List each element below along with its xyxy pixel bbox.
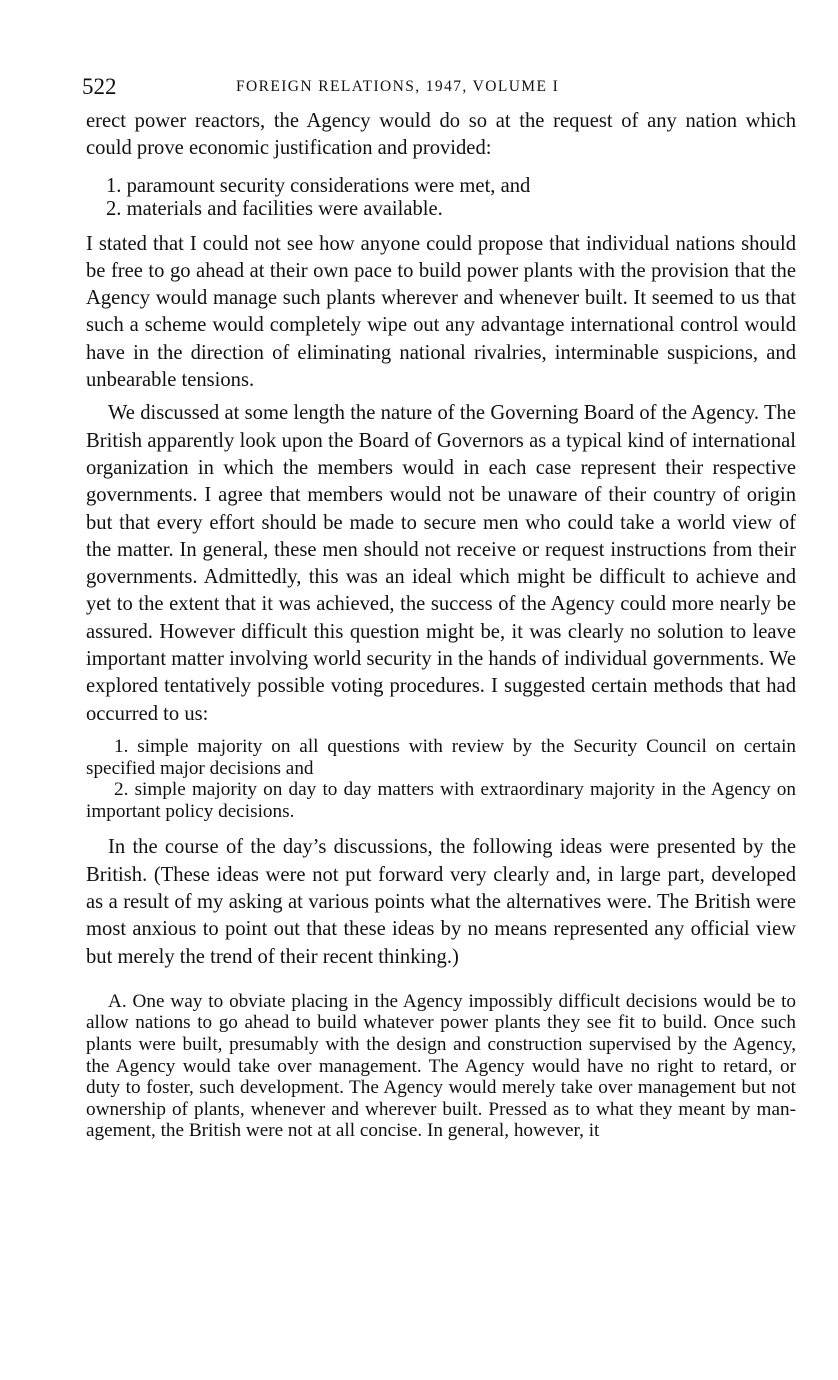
- paragraph-reactors: erect power reactors, the Agency would do so at the request of any nation which could prove economic justification and provided:: [86, 110, 796, 160]
- list-item: 1. paramount security considerations were met, and: [106, 174, 531, 197]
- provisions-list: [86, 175, 796, 221]
- paragraph-british-ideas: In the course of the day’s discussions, the following ideas were presented by the British. (These ideas were not put forward very clearly and, in large part, developed as a result of my asking at various points what the alternatives were. The British were most anxious to point out that these ideas by no means represented any official view but merely the trend of their recent thinking.): [86, 836, 796, 968]
- running-head: FOREIGN RELATIONS, 1947, VOLUME I: [236, 78, 560, 95]
- paragraph-governing-board: We discussed at some length the nature of the Governing Board of the Agency. The British apparently look upon the Board of Governors as a typical kind of international organization in which the members would in each case represent their respective governments. I agree that members would not be unaware of their country of origin but that every effort should be made to secure men who could take a world view of the matter. In general, these men should not receive or request instructions from their governments. Admittedly, this was an ideal which might be difficult to achieve and yet to the extent that it was achieved, the success of the Agency could more nearly be assured. However difficult this question might be, it was clearly no solution to leave important matter involving world security in the hands of individual governments. We explored tentatively possible voting procedures. I suggested certain methods that had occurred to us:: [86, 402, 796, 725]
- voting-methods-list: [86, 736, 796, 822]
- page-number: 522: [82, 74, 117, 99]
- page-header: [82, 70, 796, 108]
- list-item: 2. materials and facilities were available.: [106, 197, 443, 220]
- document-page: [82, 70, 796, 1142]
- paragraph-idea-a: A. One way to obviate placing in the Agency impossibly difficult decisions would be to allow nations to go ahead to build whatever power plants they see fit to build. Once such plants were built, presumably with the design and construction supervised by the Agency, the Agency would take over management. The Agency would have no right to retard, or duty to foster, such development. The Agency would merely take over management but not ownership of plants, whenever and wherever built. Pressed as to what they meant by management, the British were not at all concise. In general, however, it: [86, 990, 796, 1142]
- list-item: 1. simple majority on all questions with review by the Security Council on certain specified major decisions and: [86, 735, 796, 779]
- paragraph-power-plants: I stated that I could not see how anyone could propose that individual nations should be free to go ahead at their own pace to build power plants with the provision that the Agency would manage such plants wherever and whenever built. It seemed to us that such a scheme would completely wipe out any advantage international control would have in the direction of eliminating national rivalries, interminable suspicions, and unbearable tensions.: [86, 232, 796, 392]
- list-item: 2. simple majority on day to day matters with extraordinary majority in the Agency on important policy decisions.: [86, 779, 796, 822]
